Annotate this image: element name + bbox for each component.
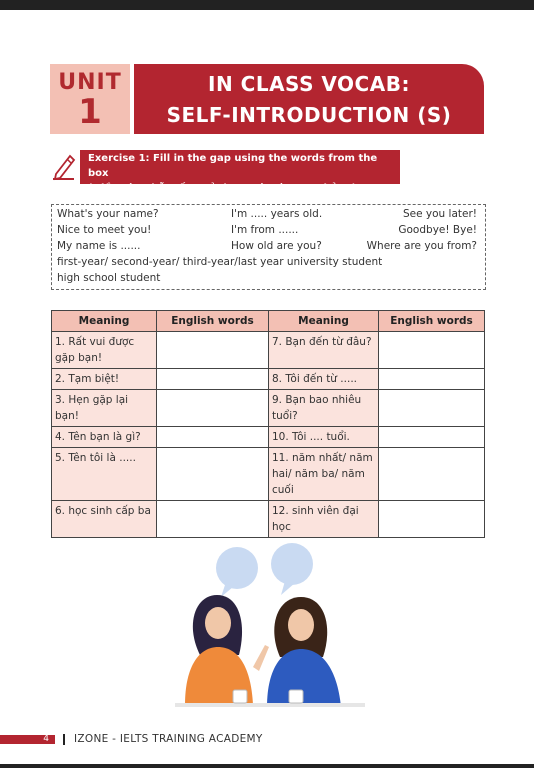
answer-cell[interactable] xyxy=(379,390,485,427)
unit-badge xyxy=(50,64,130,134)
title-line-1: IN CLASS VOCAB: xyxy=(208,72,410,96)
meaning-cell: 4. Tên bạn là gì? xyxy=(52,427,157,448)
answer-cell[interactable] xyxy=(157,390,269,427)
word-box-row xyxy=(57,272,477,288)
column-header: Meaning xyxy=(269,311,379,332)
answer-cell[interactable] xyxy=(157,501,269,538)
bottom-bar xyxy=(0,764,534,768)
table-row xyxy=(52,427,485,448)
word-box-row xyxy=(57,256,477,272)
exercise-line-1: Exercise 1: Fill in the gap using the words from the box xyxy=(88,153,378,179)
answer-cell[interactable] xyxy=(379,332,485,369)
word-option: See you later! xyxy=(402,208,477,220)
answer-cell[interactable] xyxy=(379,448,485,501)
meaning-cell: 2. Tạm biệt! xyxy=(52,369,157,390)
word-option: Goodbye! Bye! xyxy=(398,224,477,236)
answer-cell[interactable] xyxy=(379,369,485,390)
word-box xyxy=(51,204,486,290)
word-box-row xyxy=(57,224,477,240)
page-number: 4 xyxy=(0,735,55,744)
answer-cell[interactable] xyxy=(157,369,269,390)
meaning-cell: 5. Tên tôi là ..... xyxy=(52,448,157,501)
word-option: My name is ...... xyxy=(57,240,141,252)
answer-cell[interactable] xyxy=(379,501,485,538)
meaning-cell: 9. Bạn bao nhiêu tuổi? xyxy=(269,390,379,427)
footer-academy-name: IZONE - IELTS TRAINING ACADEMY xyxy=(74,733,263,745)
exercise-line-2: (Điền vào chỗ trống sử dụng các từ trong bảng) xyxy=(88,183,357,194)
meaning-cell: 10. Tôi .... tuổi. xyxy=(269,427,379,448)
column-header: English words xyxy=(379,311,485,332)
word-option: What's your name? xyxy=(57,208,159,220)
meaning-cell: 7. Bạn đến từ đâu? xyxy=(269,332,379,369)
answer-cell[interactable] xyxy=(157,332,269,369)
word-option: Nice to meet you! xyxy=(57,224,152,236)
meaning-cell: 12. sinh viên đại học xyxy=(269,501,379,538)
word-option: How old are you? xyxy=(231,240,322,252)
word-option: I'm ..... years old. xyxy=(231,208,323,220)
meaning-cell: 8. Tôi đến từ ..... xyxy=(269,369,379,390)
column-header: English words xyxy=(157,311,269,332)
footer-divider xyxy=(63,734,65,745)
meaning-cell: 1. Rất vui được gặp bạn! xyxy=(52,332,157,369)
table-row xyxy=(52,390,485,427)
meaning-cell: 6. học sinh cấp ba xyxy=(52,501,157,538)
exercise-instruction xyxy=(80,150,400,194)
word-option: Where are you from? xyxy=(366,240,477,252)
table-header-row xyxy=(52,311,485,332)
pencil-icon xyxy=(50,150,78,182)
page-title xyxy=(134,64,484,134)
table-row xyxy=(52,448,485,501)
top-bar xyxy=(0,0,534,10)
meaning-cell: 3. Hẹn gặp lại bạn! xyxy=(52,390,157,427)
word-box-row xyxy=(57,208,477,224)
table-row xyxy=(52,369,485,390)
unit-number: 1 xyxy=(78,92,102,132)
answer-cell[interactable] xyxy=(157,448,269,501)
column-header: Meaning xyxy=(52,311,157,332)
answer-cell[interactable] xyxy=(157,427,269,448)
table-row xyxy=(52,332,485,369)
word-option: high school student xyxy=(57,272,161,284)
answer-cell[interactable] xyxy=(379,427,485,448)
conversation-illustration xyxy=(155,535,380,715)
vocab-table xyxy=(51,310,485,538)
meaning-cell: 11. năm nhất/ năm hai/ năm ba/ năm cuối xyxy=(269,448,379,501)
word-box-row xyxy=(57,240,477,256)
title-line-2: SELF-INTRODUCTION (S) xyxy=(166,103,452,127)
table-row xyxy=(52,501,485,538)
word-option: first-year/ second-year/ third-year/last year university student xyxy=(57,256,383,268)
word-option: I'm from ...... xyxy=(231,224,299,236)
unit-label: UNIT xyxy=(58,70,122,95)
